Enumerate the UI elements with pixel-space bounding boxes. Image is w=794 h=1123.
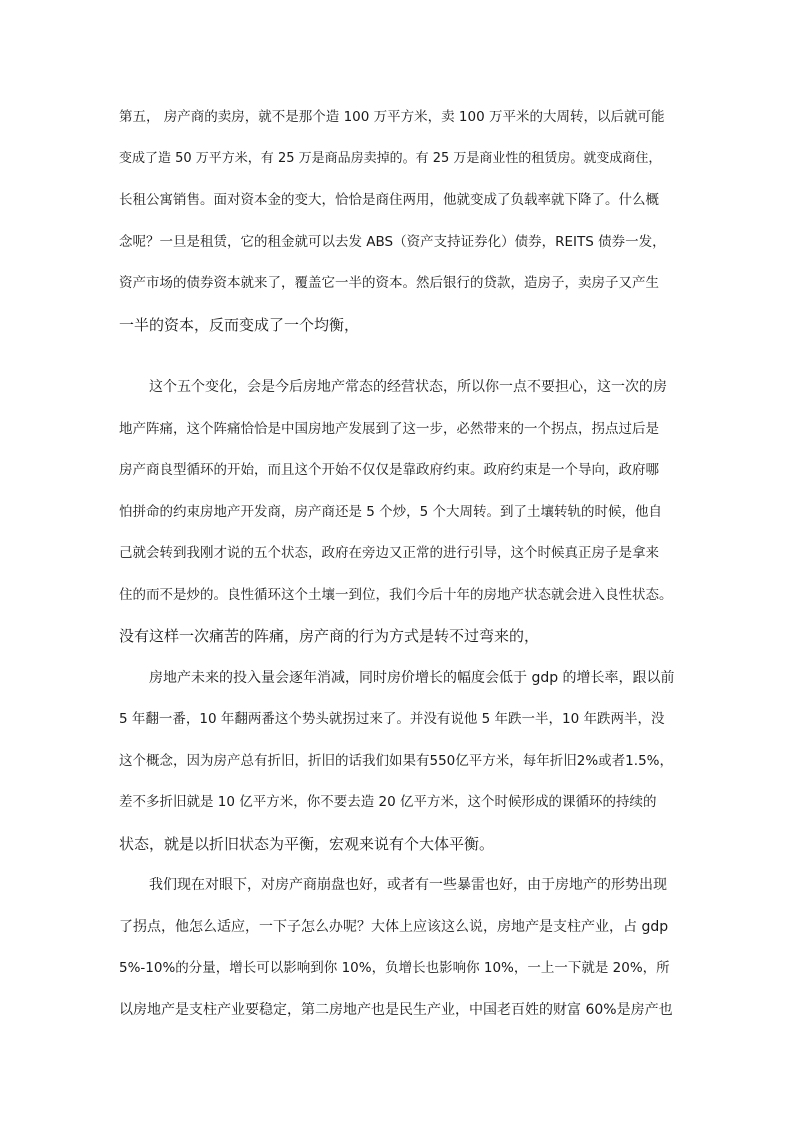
text-line: 5%-10%的分量，增长可以影响到你 10%，负增长也影响你 10%，一上一下就是 20%，所 <box>119 960 670 976</box>
text-line: 没有这样一次痛苦的阵痛，房产商的行为方式是转不过弯来的， <box>119 627 540 645</box>
text-line: 第五， 房产商的卖房，就不是那个造 100 万平方米，卖 100 万平米的大周转，以后就可能 <box>119 109 665 125</box>
text-line: 念呢？一旦是租赁，它的租金就可以去发 ABS（资产支持证券化）债券，REITS 债券一发， <box>119 233 666 250</box>
text-line: 以房地产是支柱产业要稳定，第二房地产也是民生产业，中国老百姓的财富 60%是房产也 <box>119 1001 673 1018</box>
paragraph-4 <box>119 870 675 1036</box>
text-line: 状态，就是以折旧状态为平衡，宏观来说有个大体平衡。 <box>119 834 495 853</box>
text-line: 房产商良型循环的开始，而且这个开始不仅仅是靠政府约束。政府约束是一个导向，政府哪 <box>119 462 659 478</box>
text-line: 这个概念，因为房产总有折旧，折旧的话我们如果有550亿平方米，每年折旧2%或者1.5%， <box>119 752 673 769</box>
text-line: 一半的资本，反而变成了一个均衡， <box>119 315 360 334</box>
text-line: 变成了造 50 万平方米，有 25 万是商品房卖掉的。有 25 万是商业性的租赁房。就变成商住， <box>119 150 662 166</box>
text-line: 己就会转到我刚才说的五个状态，政府在旁边又正常的进行引导，这个时候真正房子是拿来 <box>119 545 659 561</box>
text-line: 房地产未来的投入量会逐年消减，同时房价增长的幅度会低于 gdp 的增长率，跟以前 <box>149 669 675 686</box>
paragraph-2 <box>119 372 675 663</box>
text-line: 了拐点，他怎么适应，一下子怎么办呢？大体上应该这么说，房地产是支柱产业，占 gdp <box>119 918 669 935</box>
paragraph-spacer <box>119 351 675 372</box>
paragraph-3 <box>119 663 675 871</box>
text-line: 怕拼命的约束房地产开发商，房产商还是 5 个炒，5 个大周转。到了土壤转轨的时候，他自 <box>119 503 663 520</box>
text-line: 这个五个变化，会是今后房地产常态的经营状态，所以你一点不要担心，这一次的房 <box>149 379 667 395</box>
text-line: 差不多折旧就是 10 亿平方米，你不要去造 20 亿平方米，这个时候形成的课循环的持续的 <box>119 794 657 810</box>
text-line: 我们现在对眼下，对房产商崩盘也好，或者有一些暴雷也好，由于房地产的形势出现 <box>149 877 667 893</box>
text-line: 住的而不是炒的。良性循环这个土壤一到位，我们今后十年的房地产状态就会进入良性状态。 <box>119 586 673 603</box>
text-line: 资产市场的债券资本就来了，覆盖它一半的资本。然后银行的贷款，造房子，卖房子又产生 <box>119 275 659 291</box>
text-line: 5 年翻一番，10 年翻两番这个势头就拐过来了。并没有说他 5 年跌一半，10 年跌两半，没 <box>119 711 665 727</box>
document-body <box>119 102 675 1036</box>
paragraph-1 <box>119 102 675 351</box>
text-line: 地产阵痛，这个阵痛恰恰是中国房地产发展到了这一步，必然带来的一个拐点，拐点过后是 <box>119 420 659 437</box>
text-line: 长租公寓销售。面对资本金的变大，恰恰是商住两用，他就变成了负载率就下降了。什么概 <box>119 192 659 208</box>
